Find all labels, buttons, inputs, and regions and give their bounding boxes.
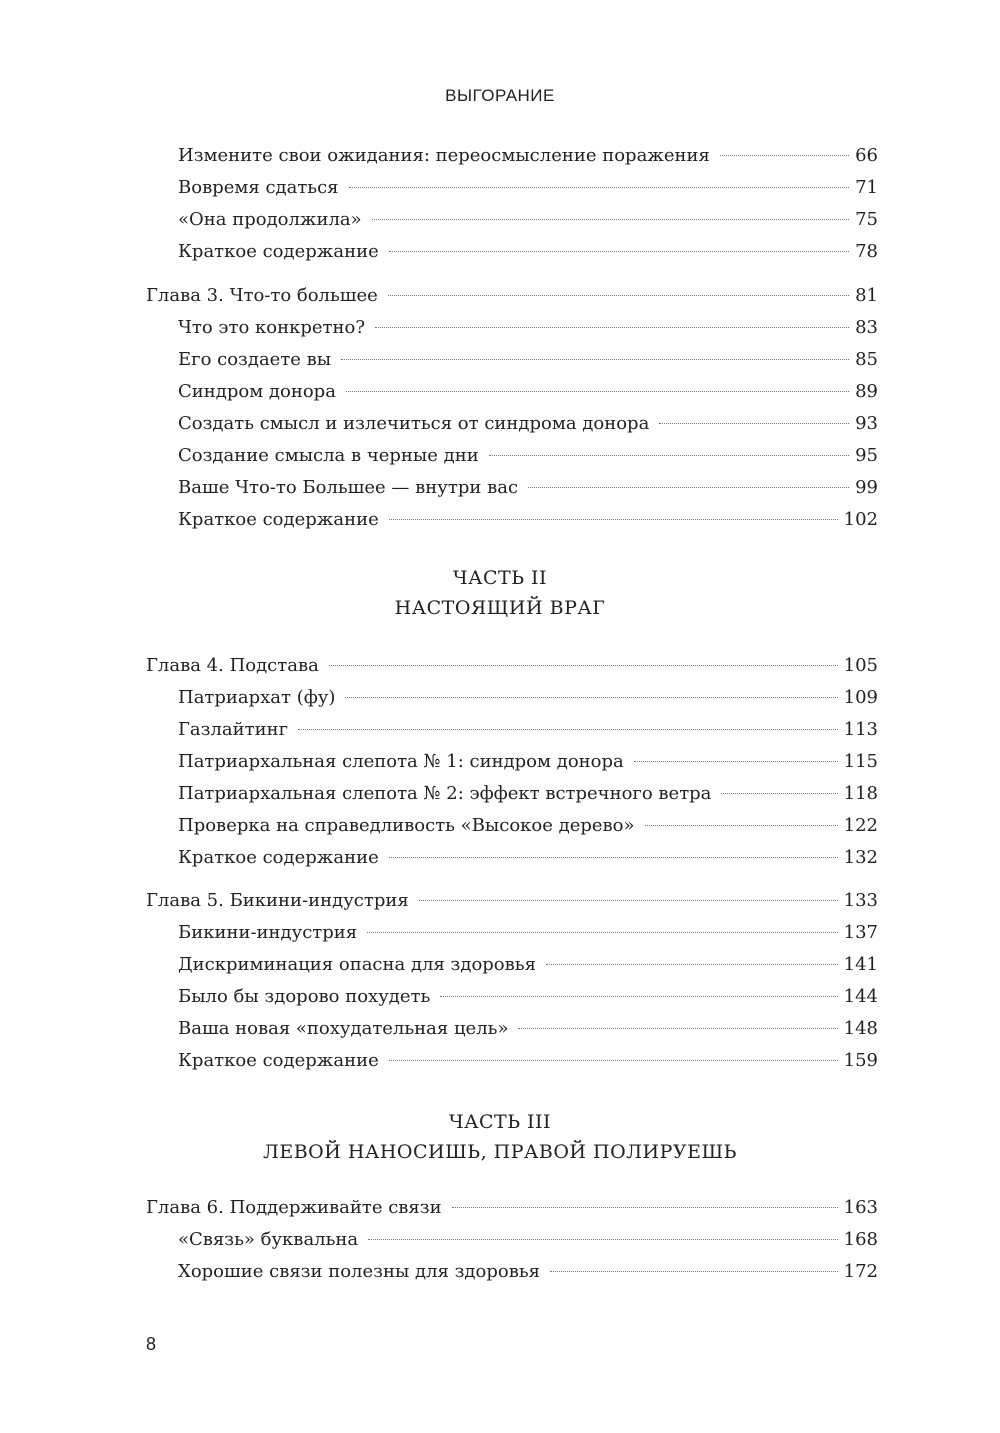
- dot-leader: [368, 1239, 838, 1240]
- dot-leader: [528, 487, 849, 488]
- toc-entry[interactable]: [146, 140, 878, 172]
- toc-chapter-heading[interactable]: [146, 1192, 878, 1224]
- dot-leader: [634, 761, 838, 762]
- part-heading-2: [0, 563, 1000, 623]
- toc-entry[interactable]: [146, 472, 878, 504]
- toc-entry[interactable]: [146, 810, 878, 842]
- toc-entry-title: Бикини-индустрия: [178, 922, 358, 943]
- running-head: ВЫГОРАНИЕ: [445, 86, 555, 105]
- toc-entry-title: Патриархат (фу): [178, 687, 336, 708]
- part-heading-3: [0, 1107, 1000, 1167]
- dot-leader: [346, 391, 849, 392]
- dot-leader: [440, 996, 837, 997]
- toc-entry[interactable]: [146, 778, 878, 810]
- toc-entry-page: 89: [855, 381, 878, 402]
- toc-entry-title: Синдром донора: [178, 381, 336, 402]
- toc-entry-title: Газлайтинг: [178, 719, 289, 740]
- dot-leader: [341, 359, 849, 360]
- toc-entry-page: 99: [855, 477, 878, 498]
- dot-leader: [372, 219, 849, 220]
- toc-block-chapter2-continued: [146, 140, 878, 268]
- toc-entry[interactable]: [146, 236, 878, 268]
- toc-block-chapter4: [146, 650, 878, 874]
- toc-entry-page: 133: [843, 890, 878, 911]
- dot-leader: [720, 155, 849, 156]
- toc-entry-page: 118: [843, 783, 878, 804]
- toc-entry[interactable]: [146, 440, 878, 472]
- dot-leader: [645, 825, 838, 826]
- toc-entry-page: 163: [843, 1197, 878, 1218]
- dot-leader: [489, 455, 849, 456]
- toc-entry[interactable]: [146, 312, 878, 344]
- toc-block-chapter6: [146, 1192, 878, 1288]
- dot-leader: [389, 519, 838, 520]
- toc-entry-page: 168: [843, 1229, 878, 1250]
- dot-leader: [345, 697, 837, 698]
- toc-entry-title: Дискриминация опасна для здоровья: [178, 954, 536, 975]
- toc-entry-title: Его создаете вы: [178, 349, 332, 370]
- toc-entry-title: Вовремя сдаться: [178, 177, 339, 198]
- toc-entry[interactable]: [146, 1256, 878, 1288]
- toc-entry-page: 83: [855, 317, 878, 338]
- toc-entry-page: 105: [843, 655, 878, 676]
- toc-entry-title: Проверка на справедливость «Высокое дерево»: [178, 815, 635, 836]
- dot-leader: [546, 964, 838, 965]
- toc-entry[interactable]: [146, 949, 878, 981]
- dot-leader: [452, 1207, 838, 1208]
- toc-entry-page: 122: [843, 815, 878, 836]
- toc-entry-title: Было бы здорово похудеть: [178, 986, 431, 1007]
- toc-entry-page: 85: [855, 349, 878, 370]
- toc-entry[interactable]: [146, 981, 878, 1013]
- dot-leader: [419, 900, 838, 901]
- toc-entry-title: Глава 4. Подстава: [146, 655, 319, 676]
- toc-entry-page: 66: [855, 145, 878, 166]
- toc-entry-page: 109: [843, 687, 878, 708]
- dot-leader: [659, 423, 849, 424]
- page-number: 8: [146, 1334, 157, 1354]
- toc-entry-title: Краткое содержание: [178, 1050, 379, 1071]
- toc-entry-page: 113: [843, 719, 878, 740]
- toc-entry-page: 71: [855, 177, 878, 198]
- toc-entry-page: 115: [843, 751, 878, 772]
- toc-block-chapter5: [146, 885, 878, 1077]
- toc-entry-title: Что это конкретно?: [178, 317, 365, 338]
- toc-chapter-heading[interactable]: [146, 280, 878, 312]
- dot-leader: [721, 793, 837, 794]
- toc-entry-page: 141: [843, 954, 878, 975]
- toc-entry-page: 132: [843, 847, 878, 868]
- toc-entry-page: 93: [855, 413, 878, 434]
- dot-leader: [329, 665, 838, 666]
- toc-entry-title: Патриархальная слепота № 1: синдром донора: [178, 751, 624, 772]
- dot-leader: [367, 932, 838, 933]
- toc-entry[interactable]: [146, 376, 878, 408]
- dot-leader: [298, 729, 838, 730]
- toc-entry-page: 81: [855, 285, 878, 306]
- toc-entry[interactable]: [146, 1224, 878, 1256]
- toc-chapter-heading[interactable]: [146, 885, 878, 917]
- toc-entry-title: Краткое содержание: [178, 509, 379, 530]
- toc-entry-title: Ваша новая «похудательная цель»: [178, 1018, 509, 1039]
- toc-entry-page: 172: [843, 1261, 878, 1282]
- toc-entry-title: Создать смысл и излечиться от синдрома донора: [178, 413, 650, 434]
- toc-entry-title: «Она продолжила»: [178, 209, 362, 230]
- dot-leader: [518, 1028, 837, 1029]
- toc-entry[interactable]: [146, 917, 878, 949]
- toc-entry[interactable]: [146, 204, 878, 236]
- toc-entry-title: Глава 5. Бикини-индустрия: [146, 890, 409, 911]
- dot-leader: [389, 1060, 838, 1061]
- part-label: ЧАСТЬ II: [452, 567, 548, 589]
- part-label: ЧАСТЬ III: [448, 1111, 552, 1133]
- toc-entry[interactable]: [146, 714, 878, 746]
- toc-entry[interactable]: [146, 344, 878, 376]
- toc-entry-title: Создание смысла в черные дни: [178, 445, 479, 466]
- toc-chapter-heading[interactable]: [146, 650, 878, 682]
- dot-leader: [389, 251, 849, 252]
- toc-entry-page: 137: [843, 922, 878, 943]
- dot-leader: [389, 857, 838, 858]
- toc-entry-page: 148: [843, 1018, 878, 1039]
- toc-entry-title: Краткое содержание: [178, 241, 379, 262]
- toc-entry-page: 144: [843, 986, 878, 1007]
- dot-leader: [349, 187, 850, 188]
- toc-entry-title: Глава 3. Что-то большее: [146, 285, 378, 306]
- toc-entry-page: 102: [843, 509, 878, 530]
- toc-entry[interactable]: [146, 504, 878, 536]
- toc-entry-page: 78: [855, 241, 878, 262]
- toc-entry-title: «Связь» буквальна: [178, 1229, 359, 1250]
- toc-entry-title: Измените свои ожидания: переосмысление поражения: [178, 145, 710, 166]
- part-title: НАСТОЯЩИЙ ВРАГ: [394, 597, 606, 619]
- dot-leader: [388, 295, 849, 296]
- toc-entry[interactable]: [146, 408, 878, 440]
- toc-entry[interactable]: [146, 746, 878, 778]
- toc-entry-title: Глава 6. Поддерживайте связи: [146, 1197, 442, 1218]
- toc-entry-title: Краткое содержание: [178, 847, 379, 868]
- dot-leader: [550, 1271, 838, 1272]
- toc-entry[interactable]: [146, 842, 878, 874]
- toc-entry[interactable]: [146, 1045, 878, 1077]
- dot-leader: [375, 327, 849, 328]
- toc-entry-title: Ваше Что-то Большее — внутри вас: [178, 477, 519, 498]
- toc-entry-page: 159: [843, 1050, 878, 1071]
- toc-block-chapter3: [146, 280, 878, 536]
- toc-entry-page: 75: [855, 209, 878, 230]
- toc-entry[interactable]: [146, 172, 878, 204]
- part-title: ЛЕВОЙ НАНОСИШЬ, ПРАВОЙ ПОЛИРУЕШЬ: [263, 1141, 737, 1163]
- toc-entry[interactable]: [146, 682, 878, 714]
- toc-entry-title: Патриархальная слепота № 2: эффект встречного ветра: [178, 783, 712, 804]
- toc-entry-title: Хорошие связи полезны для здоровья: [178, 1261, 540, 1282]
- toc-entry[interactable]: [146, 1013, 878, 1045]
- toc-entry-page: 95: [855, 445, 878, 466]
